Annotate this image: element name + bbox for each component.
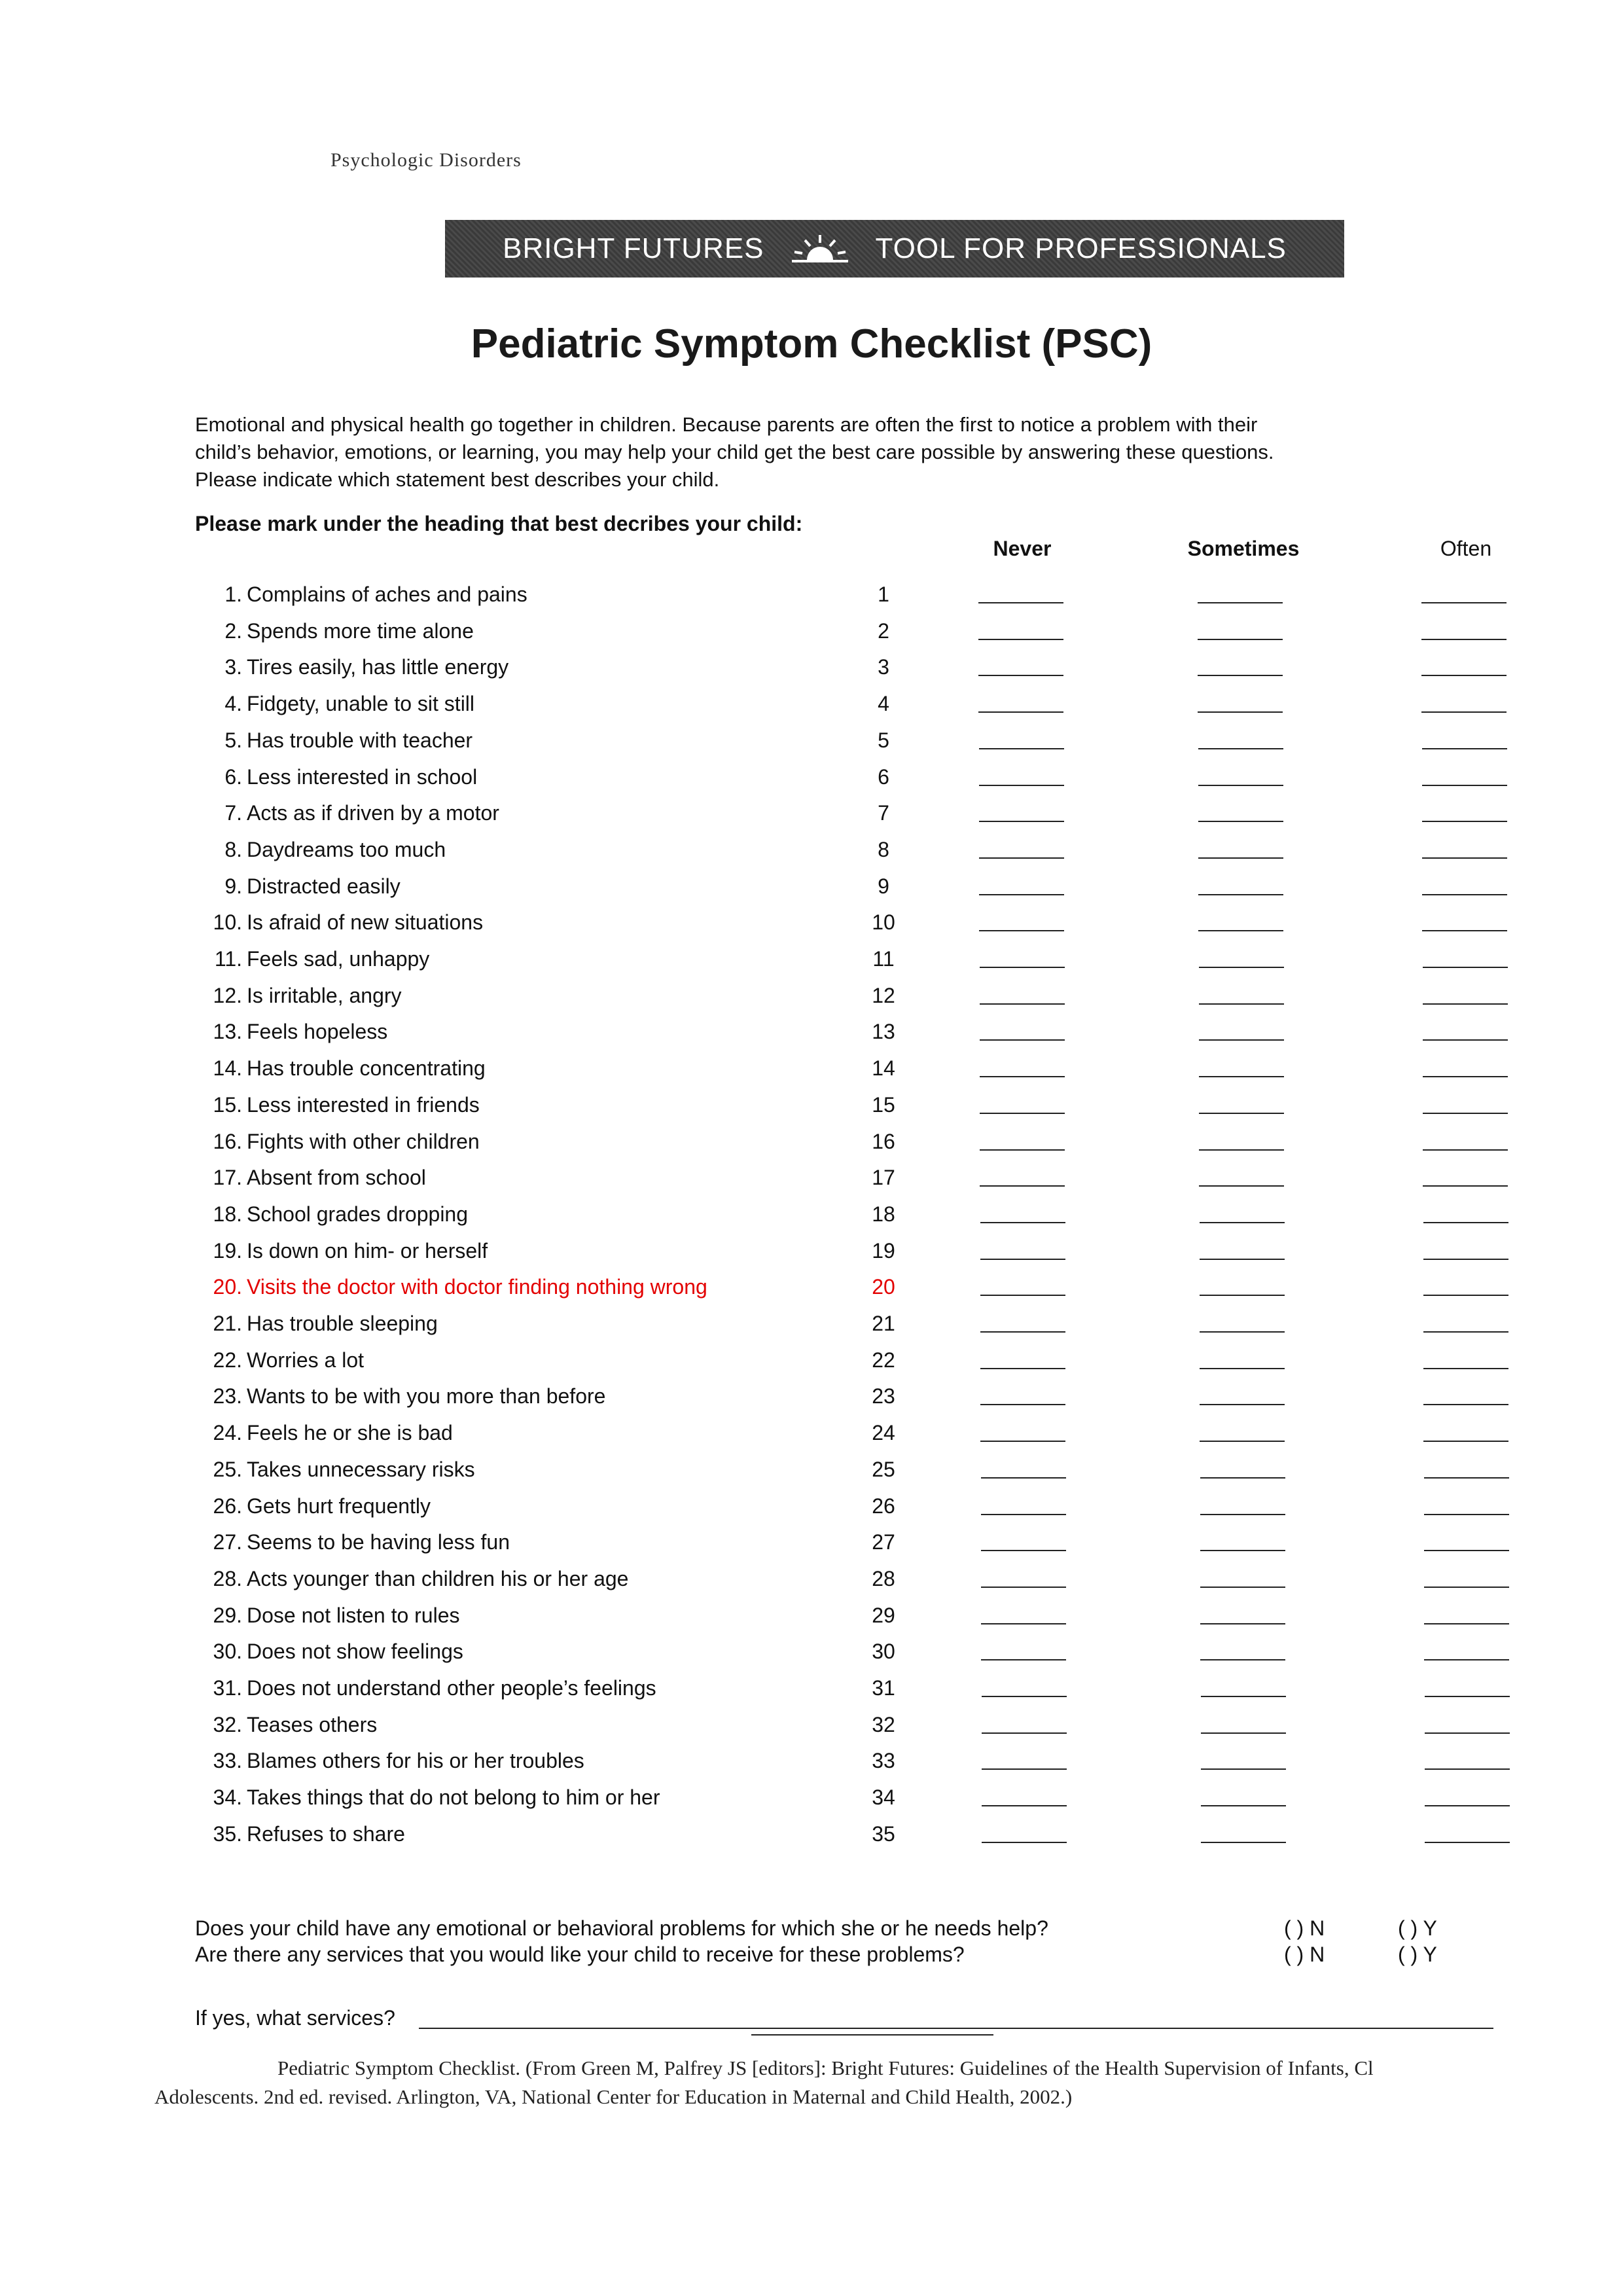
item-text: Blames others for his or her troubles: [247, 1749, 584, 1773]
answer-blank-sometimes[interactable]: [1198, 821, 1283, 822]
item-text: Acts younger than children his or her age: [247, 1566, 629, 1590]
item-text: Does not show feelings: [247, 1640, 463, 1664]
checklist-row: [0, 1312, 1623, 1348]
checklist-row: [0, 583, 1623, 619]
answer-blank-never[interactable]: [978, 711, 1063, 713]
item-number: 4.: [224, 692, 242, 716]
item-code: 15: [872, 1092, 895, 1117]
item-code: 22: [872, 1348, 895, 1372]
answer-blank-sometimes[interactable]: [1200, 1550, 1285, 1551]
checklist-row: [0, 1567, 1623, 1604]
item-text: Feels he or she is bad: [247, 1421, 453, 1445]
item-code: 14: [872, 1056, 895, 1081]
answer-blank-sometimes[interactable]: [1199, 967, 1284, 968]
citation-line: Pediatric Symptom Checklist. (From Green M, Palfrey JS [editors]: Bright Futures: Guidelines of the Health Supervision of Infants, Cl: [277, 2056, 1374, 2079]
item-text: Feels sad, unhappy: [247, 947, 430, 971]
answer-blank-sometimes[interactable]: [1200, 1514, 1285, 1515]
item-text: Takes things that do not belong to him or her: [247, 1785, 660, 1810]
answer-blank-often[interactable]: [1423, 1076, 1508, 1077]
item-text: Tires easily, has little energy: [247, 655, 509, 679]
answer-blank-sometimes[interactable]: [1199, 1185, 1284, 1187]
checklist-row: [0, 1166, 1623, 1202]
answer-blank-often[interactable]: [1422, 857, 1507, 859]
answer-blank-sometimes[interactable]: [1201, 1696, 1286, 1697]
answer-blank-often[interactable]: [1423, 1441, 1508, 1442]
item-text: Complains of aches and pains: [247, 583, 527, 606]
checklist-row: [0, 692, 1623, 728]
item-code: 35: [872, 1821, 895, 1846]
item-text: Takes unnecessary risks: [247, 1457, 475, 1481]
question-services-no[interactable]: ( ) N: [1284, 1943, 1325, 1966]
item-text: Absent from school: [247, 1166, 426, 1190]
checklist-row: [0, 947, 1623, 984]
item-code: 18: [872, 1202, 895, 1226]
checklist-row: [0, 1785, 1623, 1822]
answer-blank-never[interactable]: [981, 1587, 1066, 1588]
answer-blank-sometimes[interactable]: [1200, 1587, 1285, 1588]
item-code: 21: [872, 1312, 895, 1335]
item-number: 30.: [213, 1640, 242, 1664]
checklist-row: [0, 1494, 1623, 1531]
item-code: 1: [878, 583, 889, 606]
item-number: 29.: [213, 1603, 242, 1627]
answer-blank-often[interactable]: [1423, 1295, 1508, 1296]
answer-blank-often[interactable]: [1422, 894, 1507, 895]
item-number: 25.: [213, 1457, 242, 1481]
item-code: 32: [872, 1712, 895, 1736]
item-code: 10: [872, 910, 895, 935]
checklist-row: [0, 728, 1623, 765]
item-code: 16: [872, 1129, 895, 1153]
answer-blank-sometimes[interactable]: [1198, 602, 1283, 603]
answer-blank-often[interactable]: [1421, 711, 1507, 713]
answer-blank-sometimes[interactable]: [1198, 857, 1283, 859]
answer-blank-often[interactable]: [1424, 1477, 1509, 1479]
item-number: 23.: [213, 1384, 242, 1408]
answer-blank-never[interactable]: [981, 1623, 1066, 1624]
item-number: 16.: [213, 1129, 242, 1153]
answer-blank-often[interactable]: [1425, 1768, 1510, 1770]
answer-blank-never[interactable]: [980, 1113, 1065, 1114]
answer-blank-often[interactable]: [1422, 930, 1507, 931]
item-text: Has trouble with teacher: [247, 728, 473, 752]
item-number: 5.: [224, 728, 242, 752]
answer-blank-never[interactable]: [978, 675, 1063, 676]
item-number: 8.: [224, 837, 242, 861]
item-text: Is down on him- or herself: [247, 1238, 488, 1263]
answer-blank-often[interactable]: [1423, 1404, 1508, 1405]
answer-blank-often[interactable]: [1424, 1587, 1509, 1588]
answer-blank-never[interactable]: [981, 1477, 1066, 1479]
item-text: Visits the doctor with doctor finding nothing wrong: [247, 1275, 707, 1299]
answer-blank-never[interactable]: [982, 1842, 1067, 1843]
instruction-text: Please mark under the heading that best decribes your child:: [195, 512, 803, 535]
answer-blank-never[interactable]: [979, 748, 1064, 749]
item-text: Dose not listen to rules: [247, 1603, 460, 1627]
item-number: 35.: [213, 1821, 242, 1846]
answer-blank-never[interactable]: [978, 639, 1063, 640]
item-number: 33.: [213, 1749, 242, 1773]
answer-blank-never[interactable]: [979, 930, 1064, 931]
checklist-row: [0, 1384, 1623, 1421]
item-code: 3: [878, 655, 889, 679]
answer-blank-often[interactable]: [1424, 1550, 1509, 1551]
checklist-row: [0, 910, 1623, 947]
answer-blank-often[interactable]: [1425, 1842, 1510, 1843]
item-code: 34: [872, 1785, 895, 1810]
item-number: 11.: [214, 947, 242, 971]
item-code: 30: [872, 1640, 895, 1664]
item-text: Does not understand other people’s feelings: [247, 1676, 656, 1700]
answer-blank-often[interactable]: [1424, 1514, 1509, 1515]
item-number: 28.: [213, 1566, 242, 1590]
checklist-row: [0, 1713, 1623, 1749]
item-text: Daydreams too much: [247, 837, 446, 861]
answer-blank-often[interactable]: [1422, 748, 1507, 749]
answer-blank-never[interactable]: [979, 894, 1064, 895]
item-code: 6: [878, 764, 889, 789]
checklist-row: [0, 874, 1623, 911]
item-code: 4: [878, 692, 889, 716]
item-number: 10.: [213, 910, 242, 935]
item-code: 19: [872, 1238, 895, 1263]
item-text: Fidgety, unable to sit still: [247, 692, 475, 716]
citation-line: Adolescents. 2nd ed. revised. Arlington, VA, National Center for Education in Maternal and Child Health, 2002.): [154, 2085, 1073, 2108]
checklist-row: [0, 1822, 1623, 1859]
answer-blank-sometimes[interactable]: [1198, 711, 1283, 713]
question-needs-help: Does your child have any emotional or behavioral problems for which she or he needs help?: [195, 1916, 1048, 1940]
answer-blank-often[interactable]: [1423, 1113, 1508, 1114]
item-text: Feels hopeless: [247, 1020, 388, 1044]
answer-blank-never[interactable]: [980, 1295, 1065, 1296]
item-code: 27: [872, 1530, 895, 1554]
item-number: 21.: [213, 1312, 242, 1335]
item-text: Less interested in school: [247, 764, 478, 789]
answer-blank-sometimes[interactable]: [1198, 675, 1283, 676]
item-number: 2.: [224, 619, 242, 643]
answer-blank-often[interactable]: [1425, 1805, 1510, 1806]
answer-blank-never[interactable]: [982, 1805, 1067, 1806]
checklist-row: [0, 984, 1623, 1020]
column-header-often: Often: [1440, 537, 1492, 560]
intro-line: Emotional and physical health go together in children. Because parents are often the first to notice a problem with their: [195, 413, 1258, 436]
question-needs-help-yes[interactable]: ( ) Y: [1398, 1916, 1437, 1940]
item-text: Worries a lot: [247, 1348, 365, 1372]
item-number: 19.: [213, 1238, 242, 1263]
item-code: 2: [878, 619, 889, 643]
item-text: Spends more time alone: [247, 619, 474, 643]
intro-line: Please indicate which statement best describes your child.: [195, 468, 720, 491]
answer-blank-often[interactable]: [1423, 1003, 1508, 1005]
services-input-line[interactable]: [419, 2028, 1493, 2029]
item-number: 27.: [213, 1530, 242, 1554]
item-code: 24: [872, 1421, 895, 1445]
answer-blank-never[interactable]: [980, 1039, 1065, 1041]
answer-blank-sometimes[interactable]: [1198, 639, 1283, 640]
item-code: 7: [878, 801, 889, 825]
answer-blank-often[interactable]: [1424, 1623, 1509, 1624]
item-text: Teases others: [247, 1712, 378, 1736]
answer-blank-sometimes[interactable]: [1201, 1768, 1286, 1770]
item-text: Gets hurt frequently: [247, 1494, 431, 1518]
answer-blank-never[interactable]: [982, 1696, 1067, 1697]
question-services: Are there any services that you would like your child to receive for these problems?: [195, 1943, 965, 1966]
checklist-row: [0, 1093, 1623, 1130]
intro-line: child’s behavior, emotions, or learning, you may help your child get the best care possible by answering these questions.: [195, 440, 1274, 463]
answer-blank-never[interactable]: [980, 1149, 1065, 1151]
item-code: 20: [872, 1275, 895, 1299]
item-code: 17: [872, 1166, 895, 1190]
checklist-row: [0, 1421, 1623, 1458]
item-number: 24.: [213, 1421, 242, 1445]
checklist-row: [0, 1604, 1623, 1640]
page-title: Pediatric Symptom Checklist (PSC): [471, 321, 1152, 367]
item-text: Fights with other children: [247, 1129, 480, 1153]
answer-blank-often[interactable]: [1423, 1222, 1508, 1223]
item-number: 6.: [224, 764, 242, 789]
item-text: Acts as if driven by a motor: [247, 801, 499, 825]
answer-blank-never[interactable]: [980, 1331, 1065, 1333]
answer-blank-often[interactable]: [1423, 967, 1508, 968]
checklist-row: [0, 1056, 1623, 1093]
answer-blank-never[interactable]: [980, 1404, 1065, 1405]
answer-blank-sometimes[interactable]: [1199, 1076, 1284, 1077]
checklist-row: [0, 1020, 1623, 1056]
checklist-row: [0, 655, 1623, 692]
answer-blank-sometimes[interactable]: [1201, 1732, 1286, 1734]
question-needs-help-no[interactable]: ( ) N: [1284, 1916, 1325, 1940]
item-number: 32.: [213, 1712, 242, 1736]
item-code: 28: [872, 1566, 895, 1590]
checklist-row: [0, 1348, 1623, 1385]
question-services-yes[interactable]: ( ) Y: [1398, 1943, 1437, 1966]
answer-blank-sometimes[interactable]: [1200, 1441, 1285, 1442]
item-code: 29: [872, 1603, 895, 1627]
answer-blank-never[interactable]: [980, 1222, 1065, 1223]
answer-blank-often[interactable]: [1423, 1368, 1508, 1369]
answer-blank-sometimes[interactable]: [1199, 1149, 1284, 1151]
answer-blank-never[interactable]: [980, 1003, 1065, 1005]
checklist-row: [0, 1130, 1623, 1166]
checklist-row: [0, 1749, 1623, 1785]
answer-blank-often[interactable]: [1421, 602, 1507, 603]
answer-blank-often[interactable]: [1423, 1185, 1508, 1187]
answer-blank-never[interactable]: [981, 1659, 1066, 1660]
item-number: 34.: [213, 1785, 242, 1810]
item-number: 14.: [213, 1056, 242, 1081]
answer-blank-often[interactable]: [1423, 1259, 1508, 1260]
bright-futures-banner: [445, 220, 1344, 278]
intro-paragraph: [195, 411, 1438, 493]
checklist-row: [0, 838, 1623, 874]
answer-blank-sometimes[interactable]: [1200, 1659, 1285, 1660]
answer-blank-sometimes[interactable]: [1198, 785, 1283, 786]
item-number: 22.: [213, 1348, 242, 1372]
column-header-never: Never: [993, 537, 1052, 560]
checklist-row: [0, 1458, 1623, 1494]
answer-blank-never[interactable]: [982, 1768, 1067, 1770]
answer-blank-often[interactable]: [1423, 1331, 1508, 1333]
item-text: Seems to be having less fun: [247, 1530, 510, 1554]
checklist-row: [0, 765, 1623, 802]
item-code: 31: [872, 1676, 895, 1700]
item-number: 26.: [213, 1494, 242, 1518]
running-head: Psychologic Disorders: [330, 149, 522, 171]
item-code: 11: [872, 947, 895, 971]
item-code: 13: [872, 1020, 895, 1044]
answer-blank-never[interactable]: [982, 1732, 1067, 1734]
citation: [154, 2054, 1607, 2111]
item-text: Has trouble sleeping: [247, 1312, 438, 1335]
item-number: 18.: [213, 1202, 242, 1226]
item-text: School grades dropping: [247, 1202, 469, 1226]
item-code: 12: [872, 983, 895, 1007]
item-number: 31.: [213, 1676, 242, 1700]
answer-blank-often[interactable]: [1423, 1039, 1508, 1041]
answer-blank-never[interactable]: [980, 1368, 1065, 1369]
item-text: Distracted easily: [247, 874, 401, 898]
answer-blank-sometimes[interactable]: [1201, 1842, 1286, 1843]
item-code: 23: [872, 1384, 895, 1408]
services-label: If yes, what services?: [195, 2006, 395, 2030]
item-code: 8: [878, 837, 889, 861]
answer-blank-never[interactable]: [979, 785, 1064, 786]
answer-blank-never[interactable]: [980, 967, 1065, 968]
item-number: 9.: [224, 874, 242, 898]
answer-blank-often[interactable]: [1422, 821, 1507, 822]
answer-blank-sometimes[interactable]: [1199, 1113, 1284, 1114]
item-text: Refuses to share: [247, 1821, 405, 1846]
item-number: 3.: [224, 655, 242, 679]
sun-logo-icon: [791, 232, 849, 265]
answer-blank-sometimes[interactable]: [1198, 748, 1283, 749]
checklist-row: [0, 1530, 1623, 1567]
item-code: 5: [878, 728, 889, 752]
answer-blank-never[interactable]: [978, 602, 1063, 603]
answer-blank-sometimes[interactable]: [1198, 930, 1283, 931]
answer-blank-sometimes[interactable]: [1200, 1222, 1285, 1223]
checklist-row: [0, 619, 1623, 656]
answer-blank-often[interactable]: [1424, 1659, 1509, 1660]
answer-blank-never[interactable]: [981, 1514, 1066, 1515]
checklist-row: [0, 1676, 1623, 1713]
checklist-row: [0, 1275, 1623, 1312]
item-number: 20.: [213, 1275, 242, 1299]
item-number: 13.: [213, 1020, 242, 1044]
checklist-row: [0, 801, 1623, 838]
column-header-sometimes: Sometimes: [1187, 537, 1300, 560]
answer-blank-often[interactable]: [1421, 639, 1507, 640]
answer-blank-never[interactable]: [981, 1550, 1066, 1551]
checklist-row: [0, 1202, 1623, 1239]
item-code: 26: [872, 1494, 895, 1518]
item-code: 9: [878, 874, 889, 898]
answer-blank-sometimes[interactable]: [1199, 1039, 1284, 1041]
answer-blank-sometimes[interactable]: [1199, 1003, 1284, 1005]
item-number: 12.: [213, 983, 242, 1007]
item-code: 33: [872, 1749, 895, 1773]
answer-blank-never[interactable]: [980, 1441, 1065, 1442]
answer-blank-sometimes[interactable]: [1200, 1295, 1285, 1296]
item-number: 15.: [213, 1092, 242, 1117]
banner-left-text: BRIGHT FUTURES: [503, 232, 764, 264]
answer-blank-sometimes[interactable]: [1200, 1404, 1285, 1405]
item-number: 7.: [224, 801, 242, 825]
item-number: 1.: [224, 583, 242, 606]
item-text: Wants to be with you more than before: [247, 1384, 606, 1408]
answer-blank-often[interactable]: [1425, 1732, 1510, 1734]
answer-blank-often[interactable]: [1425, 1696, 1510, 1697]
answer-blank-sometimes[interactable]: [1200, 1259, 1285, 1260]
banner-right-text: TOOL FOR PROFESSIONALS: [875, 232, 1287, 264]
answer-blank-often[interactable]: [1422, 785, 1507, 786]
answer-blank-never[interactable]: [979, 857, 1064, 859]
answer-blank-sometimes[interactable]: [1200, 1623, 1285, 1624]
answer-blank-sometimes[interactable]: [1198, 894, 1283, 895]
services-input-underline: [751, 2034, 993, 2036]
answer-blank-never[interactable]: [980, 1259, 1065, 1260]
answer-blank-sometimes[interactable]: [1200, 1331, 1285, 1333]
item-text: Is irritable, angry: [247, 983, 402, 1007]
answer-blank-never[interactable]: [979, 821, 1064, 822]
checklist-row: [0, 1640, 1623, 1676]
item-text: Has trouble concentrating: [247, 1056, 486, 1081]
item-code: 25: [872, 1457, 895, 1481]
checklist-row: [0, 1239, 1623, 1276]
answer-blank-never[interactable]: [980, 1185, 1065, 1187]
answer-blank-sometimes[interactable]: [1200, 1477, 1285, 1479]
item-text: Less interested in friends: [247, 1092, 480, 1117]
answer-blank-often[interactable]: [1423, 1149, 1508, 1151]
item-text: Is afraid of new situations: [247, 910, 484, 935]
answer-blank-never[interactable]: [980, 1076, 1065, 1077]
answer-blank-often[interactable]: [1421, 675, 1507, 676]
item-number: 17.: [213, 1166, 242, 1190]
answer-blank-sometimes[interactable]: [1200, 1368, 1285, 1369]
answer-blank-sometimes[interactable]: [1201, 1805, 1286, 1806]
